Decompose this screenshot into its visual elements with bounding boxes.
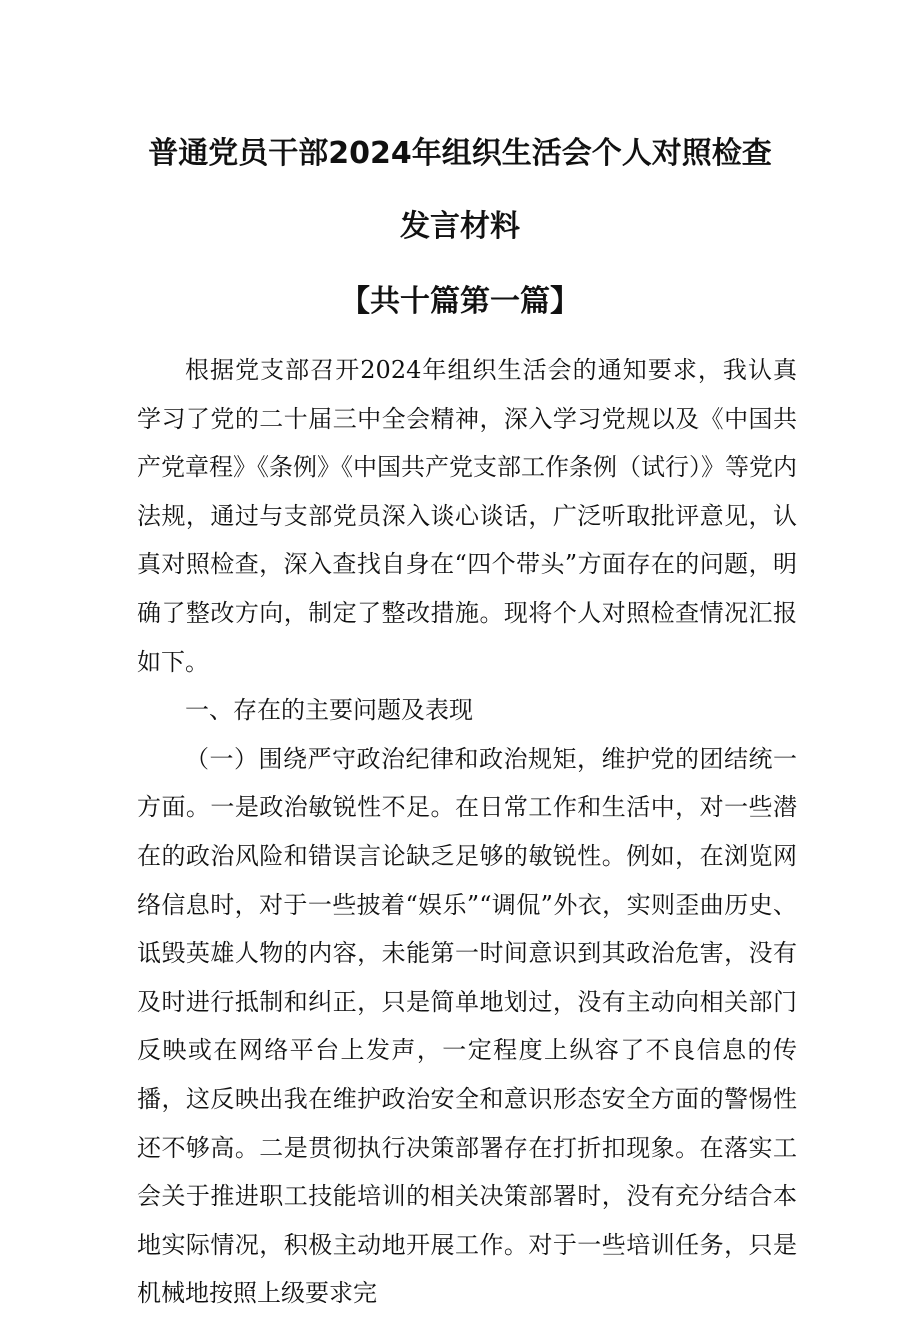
document-body: [137, 346, 797, 1318]
document-subtitle: 【共十篇第一篇】: [340, 284, 580, 319]
intro-paragraph: 根据党支部召开2024年组织生活会的通知要求，我认真学习了党的二十届三中全会精神，深入学习党规以及《中国共产党章程》《条例》《中国共产党支部工作条例（试行）》等党内法规，通过与支部党员深入谈心谈话，广泛听取批评意见，认真对照检查，深入查找自身在“四个带头”方面存在的问题，明确了整改方向，制定了整改措施。现将个人对照检查情况汇报如下。: [137, 356, 797, 676]
document-title-line-1: 普通党员干部2024年组织生活会个人对照检查: [148, 136, 772, 171]
section-heading: 一、存在的主要问题及表现: [185, 696, 473, 725]
body-paragraph: （一）围绕严守政治纪律和政治规矩，维护党的团结统一方面。一是政治敏锐性不足。在日常工作和生活中，对一些潜在的政治风险和错误言论缺乏足够的敏锐性。例如，在浏览网络信息时，对于一些披着“娱乐”“调侃”外衣，实则歪曲历史、诋毁英雄人物的内容，未能第一时间意识到其政治危害，没有及时进行抵制和纠正，只是简单地划过，没有主动向相关部门反映或在网络平台上发声，一定程度上纵容了不良信息的传播，这反映出我在维护政治安全和意识形态安全方面的警惕性还不够高。二是贯彻执行决策部署存在打折扣现象。在落实工会关于推进职工技能培训的相关决策部署时，没有充分结合本地实际情况，积极主动地开展工作。对于一些培训任务，只是机械地按照上级要求完: [137, 744, 797, 1308]
document-title-line-2: 发言材料: [400, 209, 520, 244]
